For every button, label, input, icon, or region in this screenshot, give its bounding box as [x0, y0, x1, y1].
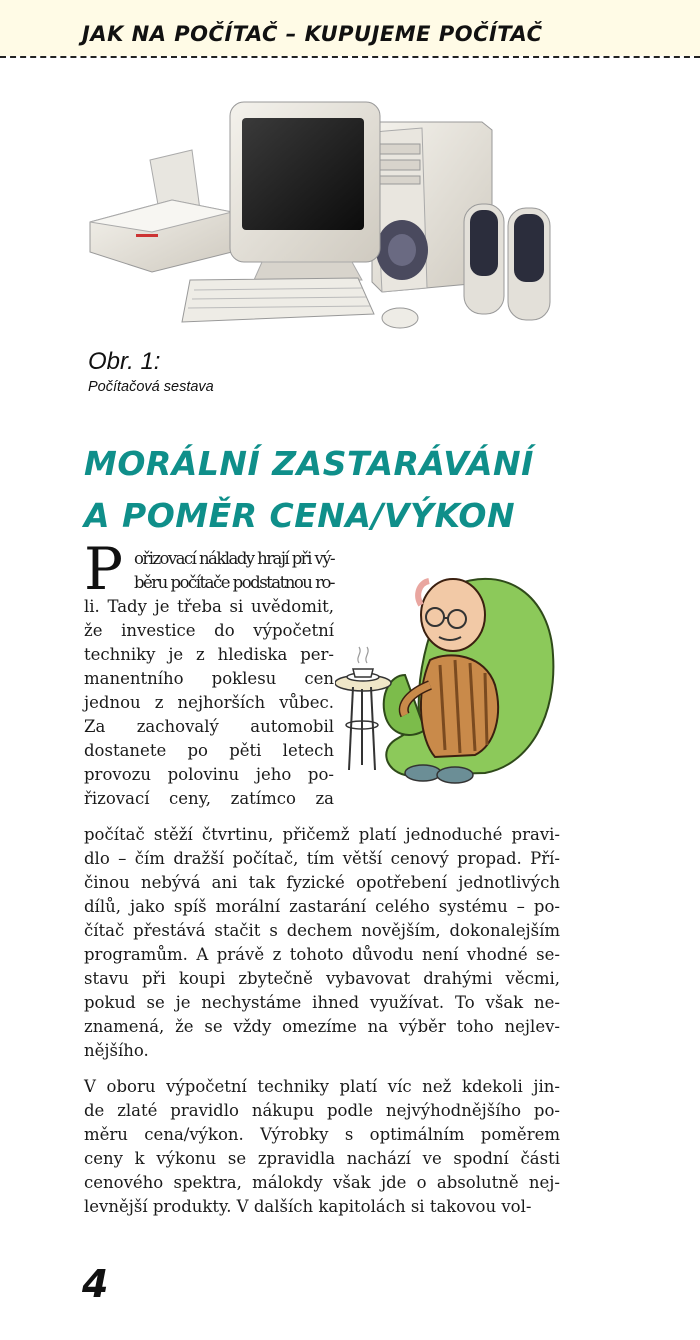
speakers-icon [464, 204, 550, 320]
heading-line: MORÁLNÍ ZASTARÁVÁNÍ [84, 444, 534, 483]
body-line: dlo – čím dražší počítač, tím větší cenový propad. Pří- [84, 849, 560, 868]
body-line: pokud se je nechystáme ihned využívat. To však ne- [84, 993, 560, 1012]
body-line: Za zachovalý automobil [84, 717, 334, 736]
body-line: čítač přestává stačit s dechem novějším, dokonalejším [84, 921, 560, 940]
body-line: řizovací ceny, zatímco za [84, 789, 334, 808]
body-line: znamená, že se vždy omezíme na výběr toho nejlev- [84, 1017, 560, 1036]
body-line: levnější produkty. V dalších kapitolách si takovou vol- [84, 1197, 532, 1216]
keyboard-icon [182, 278, 374, 322]
old-man-armchair-illustration [335, 565, 560, 790]
body-line: jednou z nejhorších vůbec. [84, 693, 334, 712]
body-line: činou nebývá ani tak fyzické opotřebení jednotlivých [84, 873, 560, 892]
drop-cap: P [84, 535, 124, 603]
body-line: techniky je z hlediska per- [84, 645, 334, 664]
body-line: de zlaté pravidlo nákupu podle nejvýhodnějšího po- [84, 1101, 560, 1120]
computer-set-image [82, 92, 560, 342]
body-line: měru cena/výkon. Výrobky s optimálním poměrem [84, 1125, 560, 1144]
page-number: 4 [82, 1262, 109, 1306]
printer-icon [90, 150, 232, 272]
figure-caption: Počítačová sestava [88, 379, 214, 395]
body-line: manentního poklesu cen [84, 669, 334, 688]
running-header [0, 0, 700, 56]
body-line: ceny k výkonu se zpravidla nachází ve spodní části [84, 1149, 560, 1168]
body-line: stavu při koupi zbytečně vybavovat drahými věcmi, [84, 969, 560, 988]
body-line: dostanete po pěti letech [84, 741, 334, 760]
monitor-icon [230, 102, 380, 280]
body-line: cenového spektra, málokdy však jde o absolutně nej- [84, 1173, 560, 1192]
body-line: běru počítače podstatnou ro- [134, 573, 334, 592]
body-line: programům. A právě z tohoto důvodu není vhodné se- [84, 945, 560, 964]
heading-line: A POMĚR CENA/VÝKON [84, 496, 516, 535]
figure-label: Obr. 1: [88, 348, 161, 375]
body-line: nějšího. [84, 1041, 149, 1060]
body-line: V oboru výpočetní techniky platí víc než kdekoli jin- [84, 1077, 560, 1096]
body-line: ořizovací náklady hrají při vý- [134, 549, 335, 568]
body-line: dílů, jako spíš morální zastarání celého systému – po- [84, 897, 560, 916]
header-dashed-rule [0, 56, 700, 58]
body-line: provozu polovinu jeho po- [84, 765, 334, 784]
mouse-icon [382, 308, 418, 328]
body-line: že investice do výpočetní [84, 621, 334, 640]
header-title: JAK NA POČÍTAČ – KUPUJEME POČÍTAČ [82, 22, 543, 46]
body-line: li. Tady je třeba si uvědomit, [84, 597, 334, 616]
body-line: počítač stěží čtvrtinu, přičemž platí jednoduché pravi- [84, 825, 560, 844]
section-heading [84, 438, 644, 542]
